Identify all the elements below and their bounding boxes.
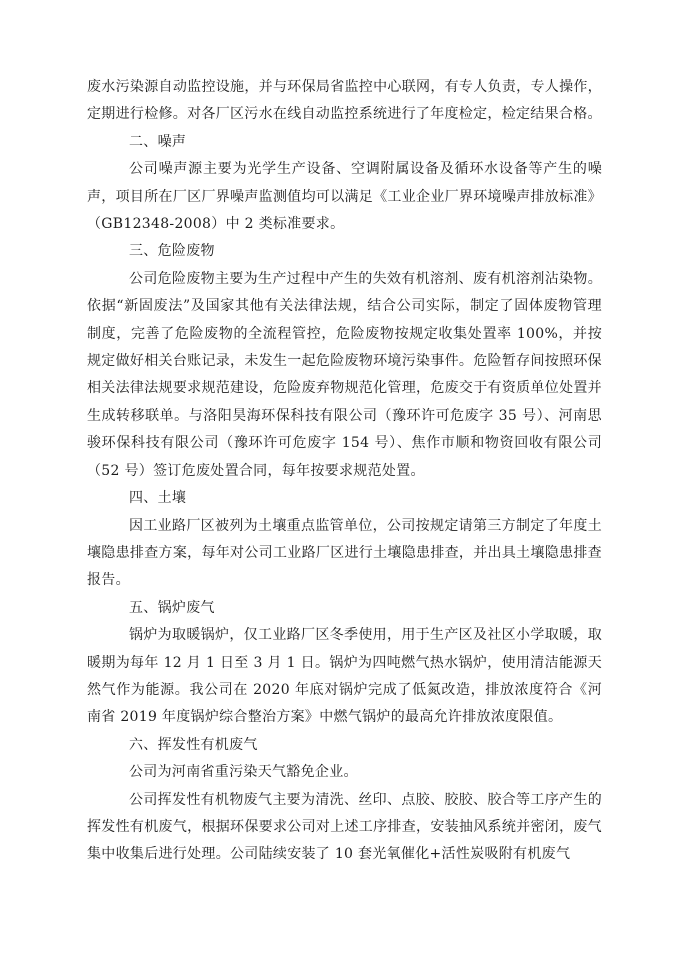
doc-paragraph: 公司噪声源主要为光学生产设备、空调附属设备及循环水设备等产生的噪声，项目所在厂区厂界噪声监测值均可以满足《工业企业厂界环境噪声排放标准》（GB12348-2008）中 2 类标准要求。 [87, 161, 602, 233]
doc-paragraph: 公司为河南省重污染天气豁免企业。 [129, 764, 358, 781]
doc-paragraph: 锅炉为取暖锅炉，仅工业路厂区冬季使用，用于生产区及社区小学取暖，取暖期为每年 12 月 1 日至 3 月 1 日。锅炉为四吨燃气热水锅炉，使用清洁能源天然气作为能源。我公司在 2020 年底对锅炉完成了低氮改造，排放浓度符合《河南省 2019 年度锅炉综合整治方案》中燃气锅炉的最高允许排放浓度限值。 [87, 627, 602, 726]
doc-paragraph: 公司危险废物主要为生产过程中产生的失效有机溶剂、废有机溶剂沾染物。依据“新固废法”及国家其他有关法律法规，结合公司实际，制定了固体废物管理制度，完善了危险废物的全流程管控，危险废物按规定收集处置率 100%，并按规定做好相关台账记录，未发生一起危险废物环境污染事件。危险暂存间按照环保相关法律法规要求规范建设，危险废弃物规范化管理，危废交于有资质单位处置并生成转移联单。与洛阳昊海环保科技有限公司（豫环许可危废字 35 号）、河南思骏环保科技有限公司（豫环许可危废字 154 号）、焦作市顺和物资回收有限公司（52 号）签订危废处置合同，每年按要求规范处置。 [87, 270, 602, 479]
doc-paragraph: 废水污染源自动监控设施，并与环保局省监控中心联网，有专人负责，专人操作，定期进行检修。对各厂区污水在线自动监控系统进行了年度检定，检定结果合格。 [87, 79, 602, 123]
document-body [87, 74, 602, 869]
section-heading: 四、土壤 [129, 490, 187, 507]
section-heading: 二、噪声 [129, 133, 187, 150]
section-heading: 六、挥发性有机废气 [129, 736, 258, 753]
doc-paragraph: 因工业路厂区被列为土壤重点监管单位，公司按规定请第三方制定了年度土壤隐患排查方案，每年对公司工业路厂区进行土壤隐患排查，并出具土壤隐患排查报告。 [87, 517, 602, 589]
doc-paragraph: 公司挥发性有机物废气主要为清洗、丝印、点胶、胶胶、胶合等工序产生的挥发性有机废气，根据环保要求公司对上述工序排查，安装抽风系统并密闭，废气集中收集后进行处理。公司陆续安装了 10 套光氧催化+活性炭吸附有机废气 [87, 791, 602, 863]
section-heading: 五、锅炉废气 [129, 599, 215, 616]
section-heading: 三、危险废物 [129, 243, 215, 260]
